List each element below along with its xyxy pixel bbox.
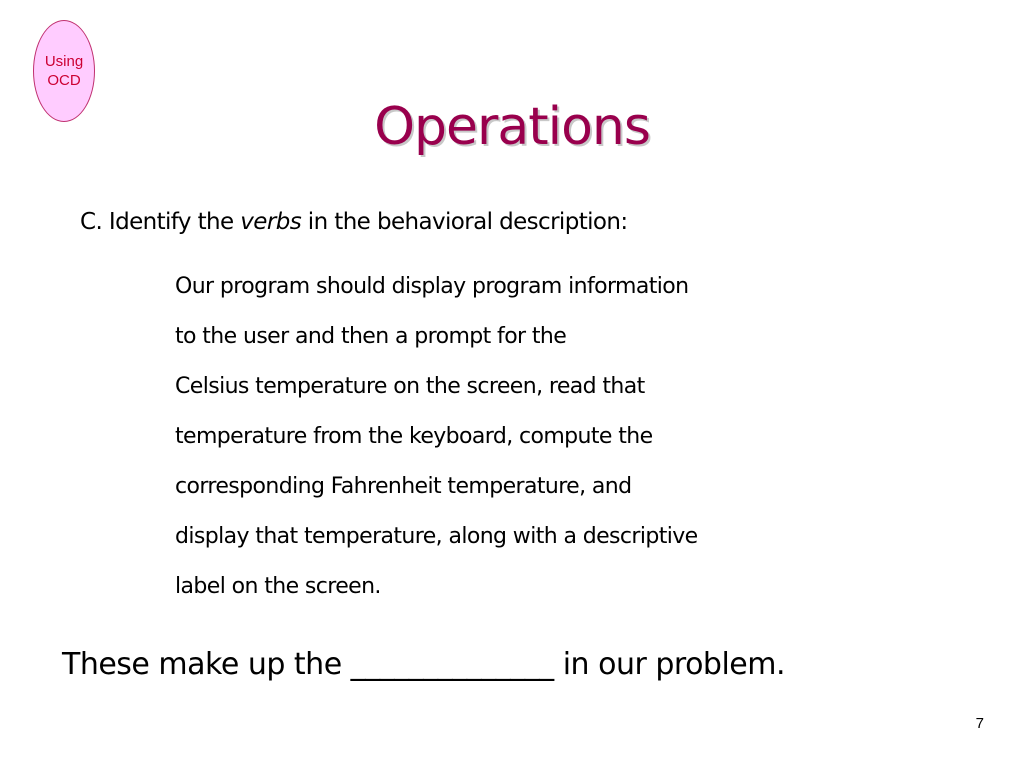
- badge-line-1: Using: [44, 53, 84, 70]
- conclusion-statement: These make up the ______________ in our problem.: [62, 647, 786, 682]
- step-emphasis: verbs: [240, 209, 302, 235]
- step-prefix: C. Identify the: [80, 209, 241, 235]
- description-line: temperature from the keyboard, compute the: [175, 424, 653, 449]
- description-line: Our program should display program information: [175, 274, 689, 299]
- description-line: label on the screen.: [175, 574, 381, 599]
- page-number: 7: [975, 715, 984, 732]
- behavioral-description: [175, 262, 698, 612]
- description-line: display that temperature, along with a descriptive: [175, 524, 698, 549]
- description-line: corresponding Fahrenheit temperature, and: [175, 474, 632, 499]
- description-line: Celsius temperature on the screen, read that: [175, 374, 645, 399]
- step-instruction: [80, 204, 628, 240]
- slide-title: Operations: [374, 97, 650, 157]
- step-suffix: in the behavioral description:: [301, 209, 628, 235]
- description-line: to the user and then a prompt for the: [175, 324, 567, 349]
- badge-line-2: OCD: [47, 72, 81, 89]
